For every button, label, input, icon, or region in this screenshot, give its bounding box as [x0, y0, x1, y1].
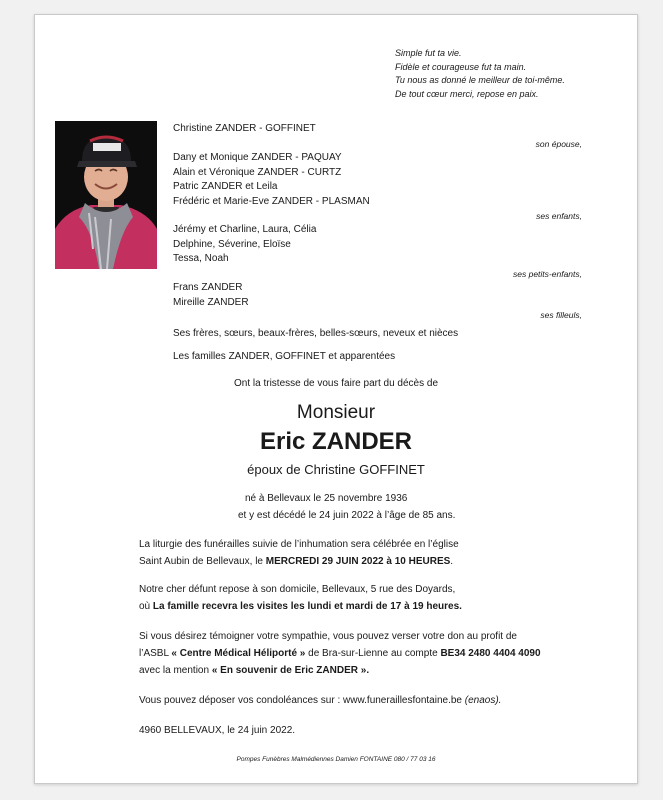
obituary-page: [34, 14, 638, 784]
donation-text: de Bra-sur-Lienne au compte: [305, 648, 441, 659]
donation-line-1: Si vous désirez témoigner votre sympathie, vous pouvez verser votre don au profit de: [139, 631, 517, 642]
spouse-of: époux de Christine GOFFINET: [247, 462, 425, 477]
family-grandchild: Tessa, Noah: [173, 253, 229, 264]
donation-account: BE34 2480 4404 4090: [440, 648, 541, 659]
family-grandchild: Jérémy et Charline, Laura, Célia: [173, 224, 317, 235]
place-date: 4960 BELLEVAUX, le 24 juin 2022.: [139, 725, 296, 736]
family-role-godchildren: ses filleuls,: [540, 310, 582, 320]
family-role-grandchildren: ses petits-enfants,: [513, 269, 582, 279]
family-godchild: Frans ZANDER: [173, 282, 243, 293]
liturgy-text: Saint Aubin de Bellevaux, le: [139, 556, 266, 567]
family-godchildren: [173, 281, 249, 310]
family-families: Les familles ZANDER, GOFFINET et apparentées: [173, 351, 396, 362]
family-child: Frédéric et Marie-Eve ZANDER - PLASMAN: [173, 195, 370, 207]
rest-line-2: [139, 599, 462, 614]
rest-text: où: [139, 601, 153, 612]
family-spouse: Christine ZANDER - GOFFINET: [173, 123, 316, 134]
family-godchild: Mireille ZANDER: [173, 296, 249, 308]
poem: [395, 47, 565, 101]
poem-line: Simple fut ta vie.: [395, 48, 462, 58]
donation-line-2: [139, 646, 541, 661]
liturgy-line-1: La liturgie des funérailles suivie de l’inhumation sera célébrée en l’église: [139, 539, 459, 550]
family-child: Dany et Monique ZANDER - PAQUAY: [173, 152, 342, 163]
honorific: Monsieur: [296, 402, 376, 423]
deceased-name: Eric ZANDER: [259, 428, 413, 455]
donation-text: avec la mention: [139, 665, 212, 676]
family-child: Alain et Véronique ZANDER - CURTZ: [173, 166, 342, 178]
portrait-photo: [55, 121, 157, 269]
family-children: [173, 151, 370, 209]
rest-line-1: Notre cher défunt repose à son domicile, Bellevaux, 5 rue des Doyards,: [139, 584, 456, 595]
family-grandchild: Delphine, Séverine, Eloïse: [173, 238, 291, 250]
condolences-source: (enaos).: [464, 695, 502, 706]
donation-mention: « En souvenir de Eric ZANDER ».: [211, 665, 370, 676]
birth-info: né à Bellevaux le 25 novembre 1936: [245, 493, 408, 504]
funeral-home-footer: Pompes Funèbres Malmédiennes Damien FONTAINE 080 / 77 03 16: [236, 756, 436, 763]
family-siblings: Ses frères, sœurs, beaux-frères, belles-sœurs, neveux et nièces: [173, 328, 459, 339]
liturgy-period: .: [450, 556, 454, 567]
condolences: [139, 693, 501, 708]
poem-line: Fidèle et courageuse fut ta main.: [395, 61, 527, 72]
announcement: Ont la tristesse de vous faire part du décès de: [234, 378, 438, 389]
donation-line-3: [139, 663, 369, 678]
condolences-text: Vous pouvez déposer vos condoléances sur : www.funeraillesfontaine.be: [139, 695, 465, 706]
liturgy-line-2: [139, 554, 453, 569]
family-role-spouse: son épouse,: [535, 139, 582, 149]
portrait-illustration: [55, 121, 157, 269]
poem-line: De tout cœur merci, repose en paix.: [395, 88, 539, 99]
family-child: Patric ZANDER et Leila: [173, 181, 278, 192]
family-role-children: ses enfants,: [536, 211, 582, 221]
family-grandchildren: [173, 223, 316, 267]
death-info: et y est décédé le 24 juin 2022 à l’âge de 85 ans.: [238, 510, 456, 521]
liturgy-datetime: MERCREDI 29 JUIN 2022 à 10 HEURES: [265, 556, 451, 567]
visiting-hours: La famille recevra les visites les lundi et mardi de 17 à 19 heures.: [152, 601, 462, 612]
donation-organization: « Centre Médical Héliporté »: [171, 648, 306, 659]
poem-line: Tu nous as donné le meilleur de toi-même.: [395, 75, 565, 85]
donation-text: l’ASBL: [139, 648, 172, 659]
